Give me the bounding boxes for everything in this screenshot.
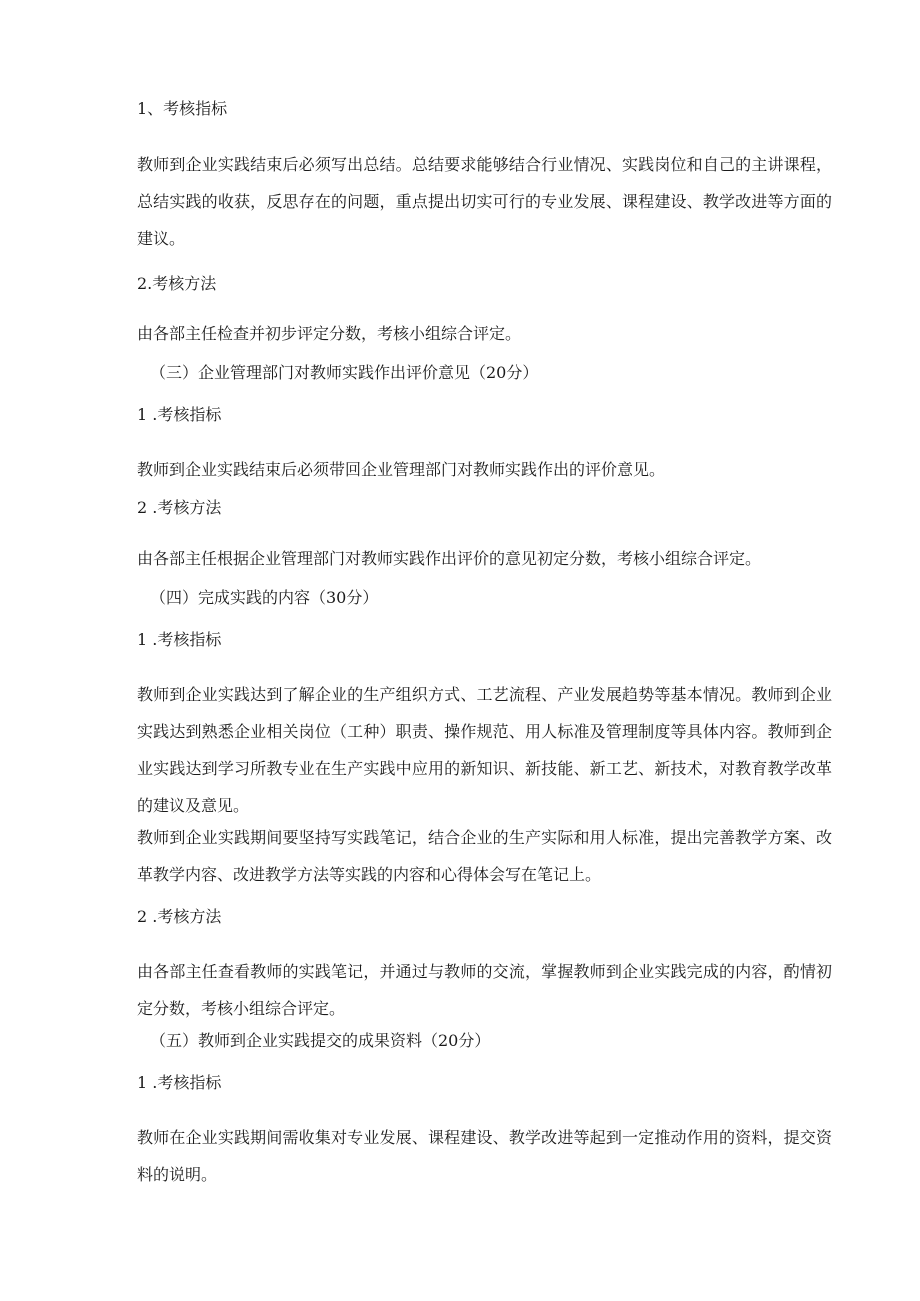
paragraph-evaluation-opinion: 教师到企业实践结束后必须带回企业管理部门对教师实践作出的评价意见。 <box>137 460 666 479</box>
paragraph-materials: 教师在企业实践期间需收集对专业发展、课程建设、教学改进等起到一定推动作用的资料，提交资料的说明。 <box>137 1128 832 1184</box>
paragraph-method-evaluation: 由各部主任检查并初步评定分数，考核小组综合评定。 <box>137 324 522 343</box>
section-title-enterprise-evaluation: （三）企业管理部门对教师实践作出评价意见（20分） <box>150 363 539 382</box>
section-title-practice-content: （四）完成实践的内容（30分） <box>150 588 379 607</box>
heading-assessment-indicator-2: 1 .考核指标 <box>137 405 222 424</box>
heading-assessment-method-1: 2.考核方法 <box>137 274 217 293</box>
heading-assessment-indicator-1: 1、考核指标 <box>137 99 228 118</box>
heading-assessment-indicator-4: 1 .考核指标 <box>137 1073 222 1092</box>
heading-assessment-indicator-3: 1 .考核指标 <box>137 630 222 649</box>
paragraph-method-notes: 由各部主任查看教师的实践笔记，并通过与教师的交流，掌握教师到企业实践完成的内容，酌情初定分数，考核小组综合评定。 <box>137 962 832 1018</box>
paragraph-practice-notes: 教师到企业实践期间要坚持写实践笔记，结合企业的生产实际和用人标准，提出完善教学方案、改革教学内容、改进教学方法等实践的内容和心得体会写在笔记上。 <box>137 828 832 884</box>
heading-assessment-method-2: 2 .考核方法 <box>137 498 222 517</box>
paragraph-practice-goals: 教师到企业实践达到了解企业的生产组织方式、工艺流程、产业发展趋势等基本情况。教师到企业实践达到熟悉企业相关岗位（工种）职责、操作规范、用人标准及管理制度等具体内容。教师到企业实践达到学习所教专业在生产实践中应用的新知识、新技能、新工艺、新技术，对教育教学改革的建议及意见。 <box>137 685 832 815</box>
heading-assessment-method-3: 2 .考核方法 <box>137 907 222 926</box>
section-title-achievement-materials: （五）教师到企业实践提交的成果资料（20分） <box>150 1031 491 1050</box>
paragraph-summary-requirement: 教师到企业实践结束后必须写出总结。总结要求能够结合行业情况、实践岗位和自己的主讲课程，总结实践的收获，反思存在的问题，重点提出切实可行的专业发展、课程建设、教学改进等方面的建议。 <box>137 155 832 248</box>
paragraph-method-enterprise: 由各部主任根据企业管理部门对教师实践作出评价的意见初定分数，考核小组综合评定。 <box>137 549 762 568</box>
